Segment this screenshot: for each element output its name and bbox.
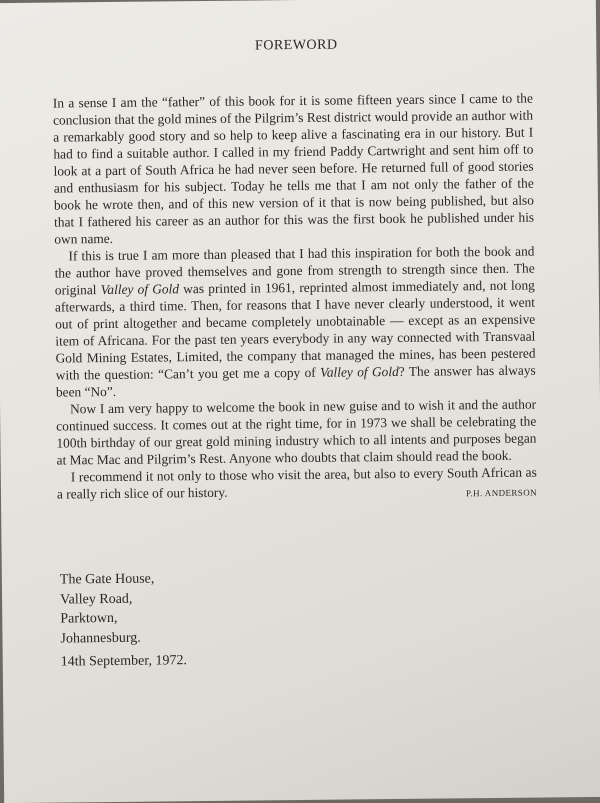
paragraph-2 xyxy=(54,243,536,401)
book-title-italic: Valley of Gold xyxy=(100,281,180,298)
signature: P.H. ANDERSON xyxy=(465,487,538,499)
paragraph-1-text: In a sense I am the “father” of this book for it is some fifteen years since I came to the conclusion that the gold mines of the Pilgrim’s Rest district would provide an author with a remarkably good story and so help to keep alive a fascinating era in our history. But I had to find a suitable author. I called in my friend Paddy Cartwright and sent him off to look at a part of South Africa he had never seen before. He returned full of good stories and enthusiasm for his subject. Today he tells me that I am not only the father of the book he wrote then, and of this new version of it that is now being published, but also that I fathered his career as an author for this was the first book he published under his own name. xyxy=(52,90,535,247)
paragraph-3-text: Now I am very happy to welcome the book in new guise and to wish it and the author continued success. It comes out at the right time, for in 1973 we shall be celebrating the 100th birthday of our great gold mining industry which to all intents and purposes began at Mac Mac and Pilgrim’s Rest. Anyone who doubts that claim should read the book. xyxy=(56,396,537,468)
paragraph-3 xyxy=(56,396,537,469)
page-title: FOREWORD xyxy=(254,37,338,54)
book-title-italic: Valley of Gold xyxy=(320,363,399,380)
paragraph-2-text-c: ? The answer has always been “No”. xyxy=(55,362,536,400)
address-line: The Gate House, xyxy=(59,571,155,588)
address-block xyxy=(60,570,155,649)
address-line: Valley Road, xyxy=(59,591,133,608)
paragraph-1 xyxy=(53,90,535,248)
paragraph-2-text-a: If this is true I am more than pleased that I had this inspiration for both the book and the author have proved themselves and gone from strength to strength since then. The original xyxy=(54,243,535,298)
foreword-body xyxy=(53,90,537,507)
paragraph-2-text-b: was printed in 1961, reprinted almost immediately and, not long afterwards, a third time. Then, for reasons that I have never clearly understood, it went out of print altogether and became completely unobtainable — except as an expensive item of Africana. For the past ten years everybody in any way connected with Transvaal Gold Mining Estates, Limited, the company that managed the mines, has been pestered with the question: “Can’t you get me a copy of xyxy=(54,277,536,383)
paragraph-4-text: I recommend it not only to those who visit the area, but also to every South African as a really rich slice of our history. xyxy=(56,464,537,502)
date-line: 14th September, 1972. xyxy=(60,653,188,670)
address-line: Johannesburg. xyxy=(60,630,141,647)
address-line: Parktown, xyxy=(60,610,118,627)
